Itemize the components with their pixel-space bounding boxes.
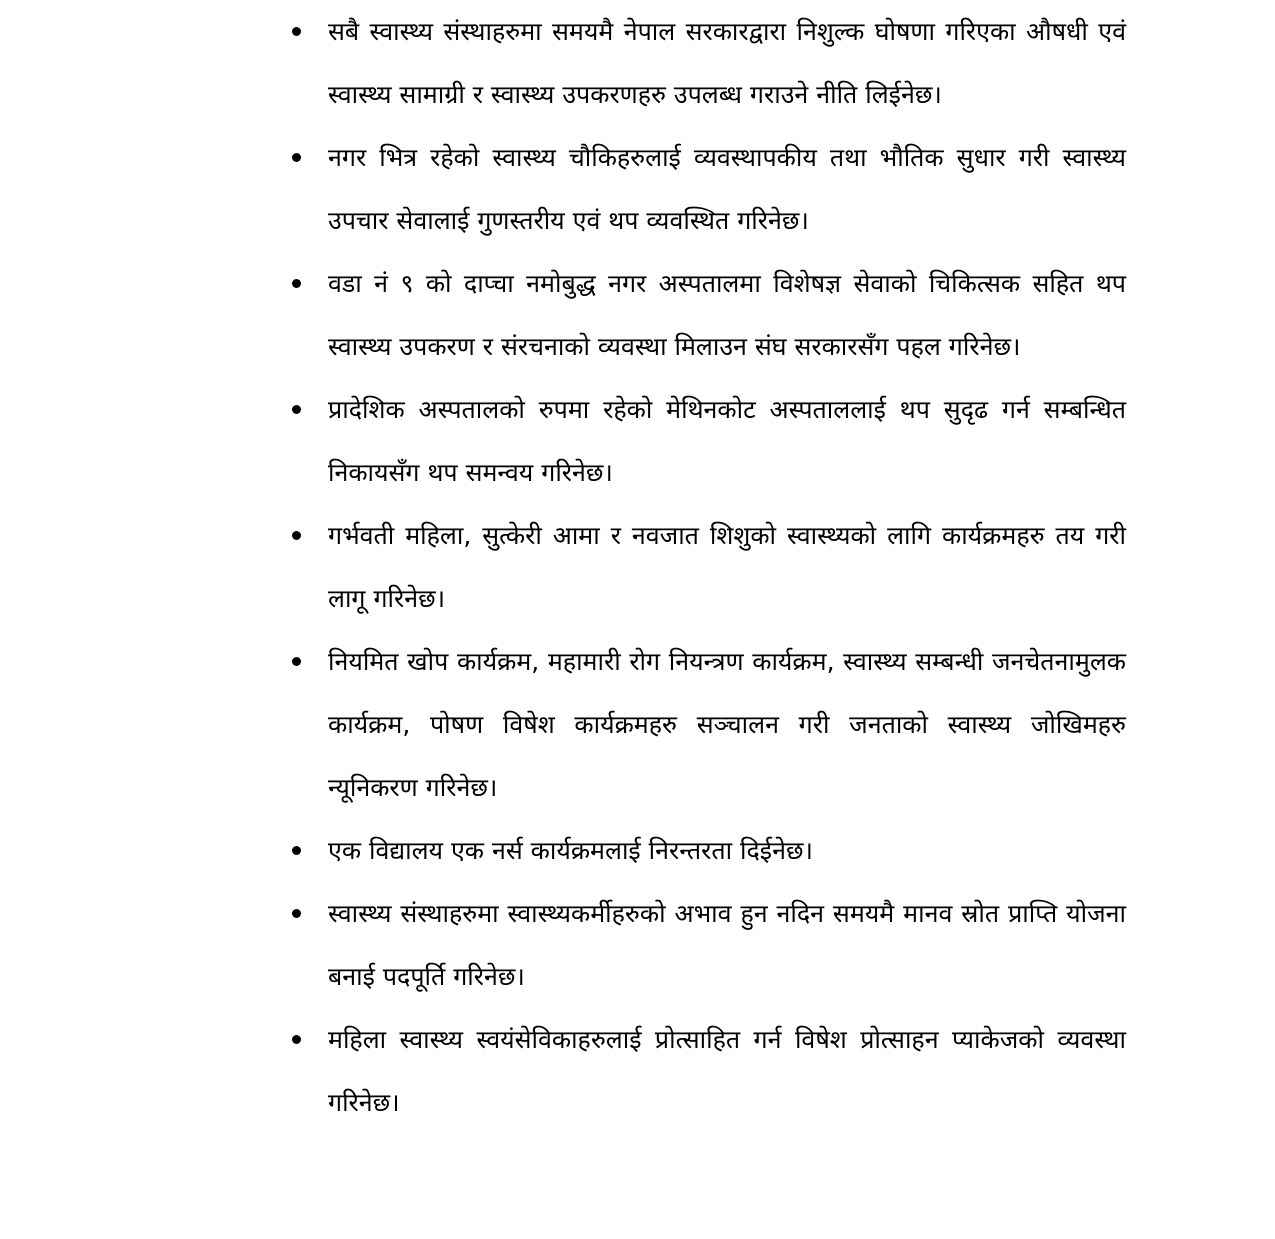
bullet-icon (292, 405, 301, 414)
list-item-text: नगर भित्र रहेको स्वास्थ्य चौकिहरुलाई व्यवस्थापकीय तथा भौतिक सुधार गरी स्वास्थ्य उपचार सेवालाई गुणस्तरीय एवं थप व्यवस्थित गरिनेछ। (328, 143, 1126, 235)
list-item-text: सबै स्वास्थ्य संस्थाहरुमा समयमै नेपाल सरकारद्वारा निशुल्क घोषणा गरिएका औषधी एवं स्वास्थ्य सामाग्री र स्वास्थ्य उपकरणहरु उपलब्ध गराउने नीति लिईनेछ। (328, 17, 1126, 109)
list-item (290, 1008, 1126, 1134)
bullet-icon (292, 909, 301, 918)
list-item-text: नियमित खोप कार्यक्रम, महामारी रोग नियन्त्रण कार्यक्रम, स्वास्थ्य सम्बन्धी जनचेतनामुलक कार्यक्रम, पोषण विषेश कार्यक्रमहरु सञ्चालन गरी जनताको स्वास्थ्य जोखिमहरु न्यूनिकरण गरिनेछ। (328, 647, 1126, 802)
list-item (290, 882, 1126, 1008)
list-item-text: प्रादेशिक अस्पतालको रुपमा रहेको मेथिनकोट अस्पताललाई थप सुदृढ गर्न सम्बन्धित निकायसँग थप समन्वय गरिनेछ। (328, 395, 1126, 487)
bullet-icon (292, 27, 301, 36)
bullet-icon (292, 153, 301, 162)
list-item (290, 126, 1126, 252)
list-item (290, 504, 1126, 630)
list-item-text: वडा नं ९ को दाप्चा नमोबुद्ध नगर अस्पतालमा विशेषज्ञ सेवाको चिकित्सक सहित थप स्वास्थ्य उपकरण र संरचनाको व्यवस्था मिलाउन संघ सरकारसँग पहल गरिनेछ। (328, 269, 1126, 361)
list-item-text: महिला स्वास्थ्य स्वयंसेविकाहरुलाई प्रोत्साहित गर्न विषेश प्रोत्साहन प्याकेजको व्यवस्था गरिनेछ। (328, 1025, 1126, 1117)
list-item-text: गर्भवती महिला, सुत्केरी आमा र नवजात शिशुको स्वास्थ्यको लागि कार्यक्रमहरु तय गरी लागू गरिनेछ। (328, 521, 1126, 613)
list-item (290, 819, 1126, 882)
list-item (290, 252, 1126, 378)
list-item (290, 0, 1126, 126)
bullet-icon (292, 1035, 301, 1044)
list-item (290, 378, 1126, 504)
list-item-text: स्वास्थ्य संस्थाहरुमा स्वास्थ्यकर्मीहरुको अभाव हुन नदिन समयमै मानव स्रोत प्राप्ति योजना बनाई पदपूर्ति गरिनेछ। (328, 899, 1126, 991)
list-item-text: एक विद्यालय एक नर्स कार्यक्रमलाई निरन्तरता दिईनेछ। (328, 836, 813, 865)
bullet-list (290, 0, 1126, 1134)
bullet-icon (292, 657, 301, 666)
list-item (290, 630, 1126, 819)
bullet-icon (292, 279, 301, 288)
bullet-icon (292, 846, 301, 855)
bullet-icon (292, 531, 301, 540)
